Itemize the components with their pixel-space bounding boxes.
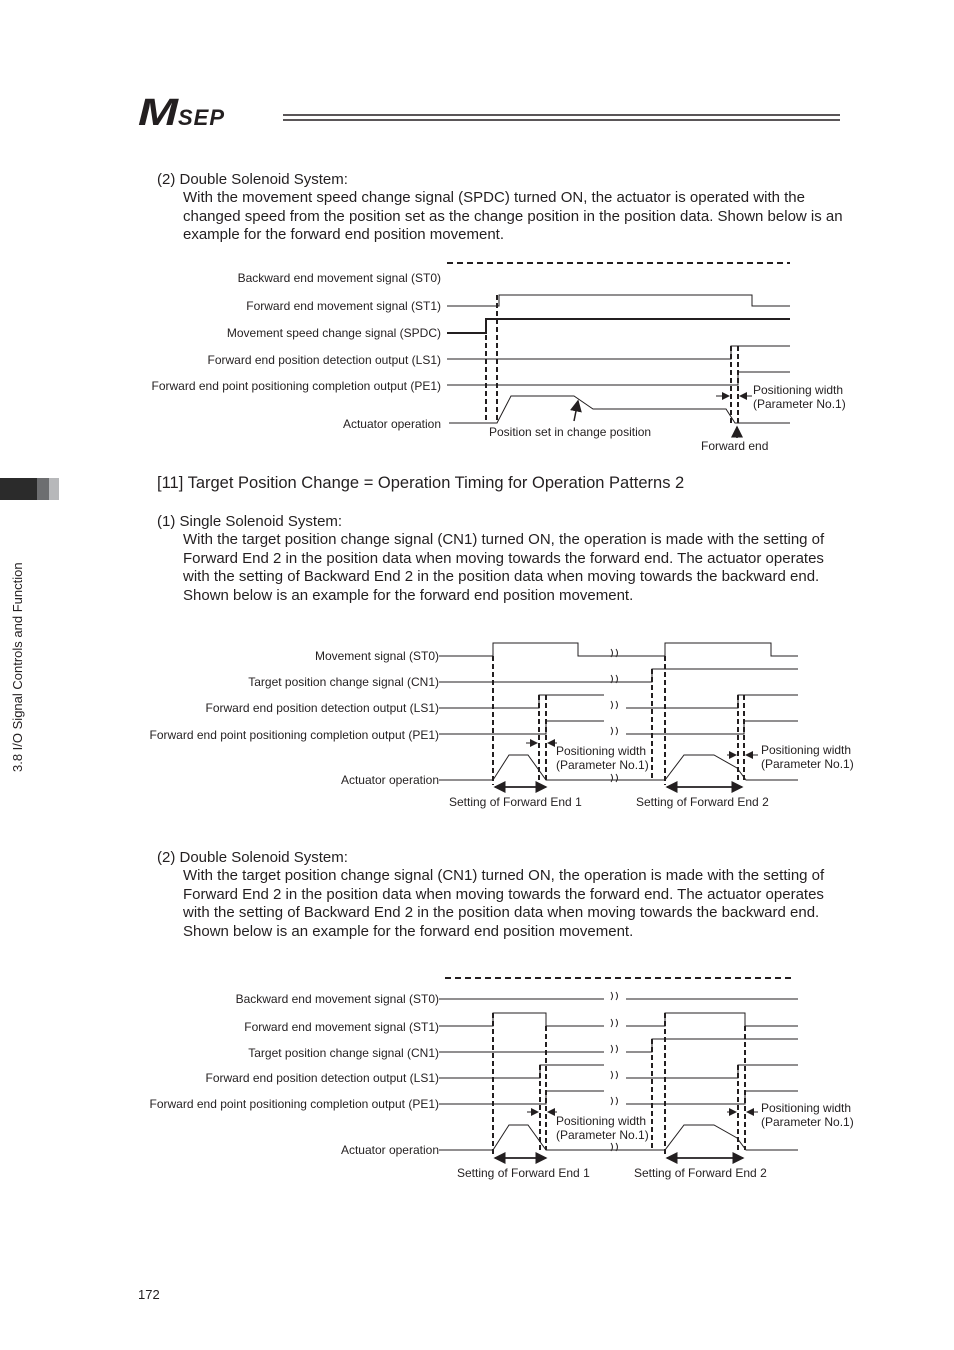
section-c-item-label: (2) Double Solenoid System: bbox=[157, 849, 348, 866]
c-ls1-waveform bbox=[439, 1065, 604, 1078]
section-c-body: With the target position change signal (CN1) turned ON, the operation is made with the setting of Forward End 2 in the position data when moving towards the forward end. The actuator operates with the setting of Backward End 2 in the position data when moving towards the backward end. Shown below is an example for the forward end position movement. bbox=[183, 867, 825, 940]
c-st1-waveform bbox=[439, 1013, 604, 1026]
sig-c-cn1-label: Target position change signal (CN1) bbox=[248, 1046, 439, 1060]
sig-a-ls1-label: Forward end position detection output (LS1) bbox=[207, 353, 441, 367]
b-st0-waveform bbox=[439, 643, 798, 656]
sig-a-spdc-label: Movement speed change signal (SPDC) bbox=[226, 326, 441, 340]
annot-b-setting-2: Setting of Forward End 2 bbox=[636, 795, 769, 809]
page-number: 172 bbox=[138, 1287, 160, 1302]
section-b-body: With the target position change signal (CN1) turned ON, the operation is made with the setting of Forward End 2 in the position data when moving towards the forward end. The actuator operates with the setting of Backward End 2 in the position data when moving towards the backward end. Shown below is an example for the forward end position movement. bbox=[183, 531, 825, 604]
sig-b-cn1-label: Target position change signal (CN1) bbox=[248, 675, 439, 689]
header-rule bbox=[283, 114, 840, 122]
annot-b-setting-1: Setting of Forward End 1 bbox=[449, 795, 582, 809]
annot-b-param-1: (Parameter No.1) bbox=[556, 758, 649, 772]
sig-a-act-label: Actuator operation bbox=[342, 417, 441, 431]
annot-forward-end: Forward end bbox=[701, 439, 769, 453]
annot-c-param-1: (Parameter No.1) bbox=[556, 1128, 649, 1142]
b-ls1-waveform bbox=[439, 695, 604, 708]
timing-diagram-single-solenoid bbox=[0, 635, 954, 815]
svg-text:SEP: SEP bbox=[178, 105, 226, 130]
sig-b-ls1-label: Forward end position detection output (LS1) bbox=[205, 701, 439, 715]
annot-c-setting-1: Setting of Forward End 1 bbox=[457, 1166, 590, 1180]
timing-diagram-double-solenoid bbox=[0, 970, 954, 1185]
st1-waveform bbox=[447, 295, 790, 306]
annot-c-setting-2: Setting of Forward End 2 bbox=[634, 1166, 767, 1180]
sig-c-act-label: Actuator operation bbox=[340, 1143, 439, 1157]
sig-c-st0-label: Backward end movement signal (ST0) bbox=[235, 992, 439, 1006]
c-pe1-waveform bbox=[439, 1091, 604, 1104]
annot-a-pos-width: Positioning width bbox=[753, 383, 844, 397]
sig-c-st1-label: Forward end movement signal (ST1) bbox=[244, 1020, 439, 1034]
annot-c-param-2: (Parameter No.1) bbox=[761, 1115, 854, 1129]
chapter-side-label: 3.8 I/O Signal Controls and Function bbox=[10, 562, 25, 772]
sig-b-st0-label: Movement signal (ST0) bbox=[314, 649, 439, 663]
svg-text:M: M bbox=[138, 92, 180, 130]
sig-a-st0-label: Backward end movement signal (ST0) bbox=[237, 271, 441, 285]
annot-c-pos-width-1: Positioning width bbox=[556, 1114, 647, 1128]
section-b-item-label: (1) Single Solenoid System: bbox=[157, 513, 343, 530]
annot-b-param-2: (Parameter No.1) bbox=[761, 757, 854, 771]
annot-c-pos-width-2: Positioning width bbox=[761, 1101, 852, 1115]
annot-b-pos-width-2: Positioning width bbox=[761, 743, 852, 757]
b-pe1-waveform bbox=[439, 721, 604, 734]
section-11-title: [11] Target Position Change = Operation Timing for Operation Patterns 2 bbox=[157, 474, 685, 492]
sig-b-pe1-label: Forward end point positioning completion output (PE1) bbox=[149, 728, 439, 742]
annot-change-position: Position set in change position bbox=[489, 425, 652, 439]
sig-c-pe1-label: Forward end point positioning completion output (PE1) bbox=[149, 1097, 439, 1111]
sig-c-ls1-label: Forward end position detection output (LS1) bbox=[205, 1071, 439, 1085]
sig-b-act-label: Actuator operation bbox=[340, 773, 439, 787]
timing-diagram-speed-change bbox=[0, 255, 954, 460]
section-a-item-label: (2) Double Solenoid System: bbox=[157, 171, 348, 188]
spdc-waveform bbox=[447, 319, 790, 333]
section-a-body: With the movement speed change signal (SPDC) turned ON, the actuator is operated with the changed speed from the position set as the change position in the position data. Shown below is an example for the forward end position movement. bbox=[183, 189, 843, 243]
sig-a-pe1-label: Forward end point positioning completion output (PE1) bbox=[151, 379, 441, 393]
annot-b-pos-width-1: Positioning width bbox=[556, 744, 647, 758]
sig-a-st1-label: Forward end movement signal (ST1) bbox=[246, 299, 441, 313]
annot-a-param: (Parameter No.1) bbox=[753, 397, 846, 411]
msep-logo bbox=[138, 92, 278, 130]
